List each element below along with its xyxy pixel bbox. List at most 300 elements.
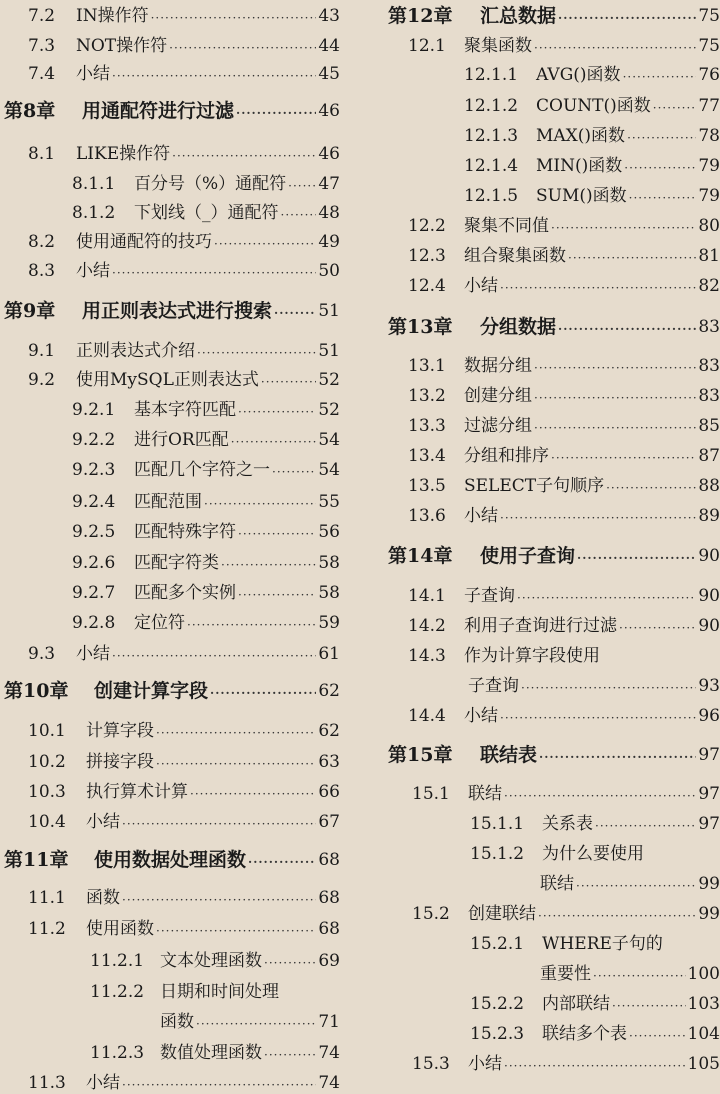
toc-page-number: 50	[318, 261, 340, 281]
toc-entry-title: 进行OR匹配	[134, 430, 229, 450]
dot-leader	[551, 449, 696, 467]
toc-entry-title: 小结	[464, 276, 498, 296]
toc-page-number: 93	[698, 676, 720, 696]
toc-entry-row	[0, 202, 340, 224]
toc-page-number: 52	[318, 400, 340, 420]
toc-entry-title: 小结	[76, 64, 110, 84]
toc-page-number: 51	[318, 301, 340, 321]
toc-entry-row	[380, 275, 720, 297]
toc-entry-title: LIKE操作符	[76, 144, 171, 164]
dot-leader	[517, 589, 696, 607]
dot-leader	[156, 922, 316, 940]
toc-entry-row	[380, 385, 720, 407]
toc-entry-title: 下划线（_）通配符	[134, 203, 279, 223]
dot-leader	[156, 755, 316, 773]
toc-entry-title: 函数	[160, 1012, 194, 1032]
toc-entry-row	[380, 475, 720, 497]
toc-entry-number: 15.1.1	[470, 814, 525, 834]
toc-entry-row	[0, 751, 340, 773]
toc-entry-title: 创建分组	[464, 386, 532, 406]
toc-page-number: 62	[318, 681, 340, 701]
toc-chapter-row	[0, 300, 340, 322]
toc-entry-number: 9.1	[28, 341, 56, 361]
toc-entry-title: 计算字段	[86, 721, 154, 741]
toc-entry-number: 7.2	[28, 6, 56, 26]
dot-leader	[568, 249, 696, 267]
dot-leader	[236, 104, 316, 122]
toc-entry-number: 12.2	[408, 216, 446, 236]
toc-entry-row	[0, 143, 340, 165]
dot-leader	[151, 9, 317, 27]
toc-entry-number: 9.3	[28, 644, 56, 664]
dot-leader	[196, 1015, 316, 1033]
toc-entry-title: 日期和时间处理	[160, 982, 279, 1002]
dot-leader	[238, 586, 316, 604]
toc-entry-title: 分组数据	[480, 316, 557, 338]
toc-entry-number: 13.2	[408, 386, 446, 406]
toc-entry-row	[0, 35, 340, 57]
dot-leader	[187, 616, 316, 634]
toc-page-number: 46	[318, 144, 340, 164]
dot-leader	[274, 304, 316, 322]
dot-leader	[169, 39, 316, 57]
dot-leader	[204, 495, 316, 513]
toc-entry-title: 为什么要使用	[542, 844, 644, 864]
toc-entry-title: 小结	[86, 1073, 120, 1093]
dot-leader	[653, 99, 697, 117]
toc-entry-title: IN操作符	[76, 6, 149, 26]
toc-entry-row	[0, 918, 340, 940]
toc-page-number: 83	[698, 317, 720, 337]
toc-entry-row	[380, 813, 720, 835]
toc-entry-row	[380, 645, 720, 667]
toc-chapter-row	[380, 545, 720, 567]
dot-leader	[606, 479, 696, 497]
toc-entry-number: 12.1.3	[464, 126, 519, 146]
toc-entry-title: 小结	[76, 644, 110, 664]
toc-chapter-row	[0, 680, 340, 702]
toc-entry-number: 8.3	[28, 261, 56, 281]
toc-page-number: 68	[318, 850, 340, 870]
toc-page-number: 97	[698, 745, 720, 765]
toc-entry-title: SUM()函数	[536, 186, 627, 206]
toc-page-number: 87	[698, 446, 720, 466]
toc-entry-row	[0, 781, 340, 803]
toc-entry-row	[380, 585, 720, 607]
toc-entry-title: MAX()函数	[536, 126, 626, 146]
toc-page-number: 79	[698, 156, 720, 176]
dot-leader	[172, 147, 316, 165]
dot-leader	[623, 68, 697, 86]
dot-leader	[248, 853, 316, 871]
dot-leader	[629, 1027, 686, 1045]
toc-page-number: 79	[698, 186, 720, 206]
toc-page-number: 54	[318, 460, 340, 480]
toc-page-number: 58	[318, 553, 340, 573]
toc-entry-title: 使用MySQL正则表达式	[76, 370, 259, 390]
toc-entry-title: 子查询	[464, 586, 515, 606]
toc-page-number: 75	[698, 36, 720, 56]
toc-entry-number: 13.4	[408, 446, 446, 466]
dot-leader	[539, 748, 696, 766]
toc-entry-number: 10.2	[28, 752, 66, 772]
toc-entry-row	[0, 643, 340, 665]
toc-entry-row	[380, 705, 720, 727]
dot-leader	[624, 159, 696, 177]
toc-entry-number: 13.1	[408, 356, 446, 376]
toc-entry-row	[380, 843, 720, 865]
toc-entry-title: 创建计算字段	[94, 680, 209, 702]
toc-page-number: 90	[698, 546, 720, 566]
toc-page-number: 97	[698, 814, 720, 834]
toc-page-number: 90	[698, 586, 720, 606]
toc-entry-number: 11.2.3	[90, 1043, 145, 1063]
toc-entry-row	[380, 155, 720, 177]
toc-entry-number: 第15章	[388, 744, 453, 766]
dot-leader	[197, 344, 316, 362]
dot-leader	[504, 1057, 686, 1075]
dot-leader	[190, 785, 316, 803]
dot-leader	[261, 373, 316, 391]
toc-entry-row	[0, 950, 340, 972]
toc-entry-number: 10.3	[28, 782, 66, 802]
toc-entry-title: 用正则表达式进行搜索	[82, 300, 273, 322]
dot-leader	[210, 684, 316, 702]
toc-page-number: 105	[687, 1054, 720, 1074]
toc-entry-number: 12.1	[408, 36, 446, 56]
dot-leader	[112, 264, 316, 282]
toc-entry-title: SELECT子句顺序	[464, 476, 605, 496]
toc-page-number: 104	[687, 1024, 720, 1044]
toc-entry-row	[0, 63, 340, 85]
toc-page-number: 47	[318, 174, 340, 194]
toc-entry-title: 使用数据处理函数	[94, 849, 247, 871]
toc-entry-number: 9.2	[28, 370, 56, 390]
toc-entry-title: 执行算术计算	[86, 782, 188, 802]
dot-leader	[500, 279, 696, 297]
dot-leader	[577, 549, 696, 567]
toc-entry-number: 12.4	[408, 276, 446, 296]
toc-entry-title: 分组和排序	[464, 446, 549, 466]
toc-page-number: 48	[318, 203, 340, 223]
dot-leader	[214, 235, 316, 253]
toc-page-number: 54	[318, 430, 340, 450]
dot-leader	[281, 206, 317, 224]
dot-leader	[629, 189, 697, 207]
toc-entry-number: 第12章	[388, 5, 453, 27]
toc-page-number: 59	[318, 613, 340, 633]
toc-entry-number: 9.2.2	[72, 430, 116, 450]
toc-entry-row	[380, 355, 720, 377]
toc-entry-row	[0, 720, 340, 742]
toc-entry-number: 第13章	[388, 316, 453, 338]
toc-entry-title: 聚集函数	[464, 36, 532, 56]
toc-chapter-row	[380, 5, 720, 27]
toc-entry-number: 8.1.1	[72, 174, 116, 194]
toc-entry-number: 12.3	[408, 246, 446, 266]
dot-leader	[534, 39, 696, 57]
toc-entry-row	[0, 399, 340, 421]
toc-page-number: 76	[698, 65, 720, 85]
toc-entry-number: 10.1	[28, 721, 66, 741]
toc-entry-title: 数值处理函数	[160, 1043, 262, 1063]
toc-entry-row	[0, 459, 340, 481]
dot-leader	[534, 359, 696, 377]
toc-entry-title: 内部联结	[542, 994, 610, 1014]
toc-entry-number: 15.2	[412, 904, 450, 924]
dot-leader	[558, 9, 696, 27]
toc-entry-number: 12.1.5	[464, 186, 519, 206]
toc-entry-title: AVG()函数	[536, 65, 621, 85]
toc-entry-number: 10.4	[28, 812, 66, 832]
toc-entry-title: 汇总数据	[480, 5, 557, 27]
toc-entry-row	[0, 981, 340, 1003]
toc-entry-row	[0, 521, 340, 543]
dot-leader	[500, 709, 696, 727]
toc-entry-title: 联结	[468, 784, 502, 804]
toc-entry-number: 11.1	[28, 888, 66, 908]
toc-entry-number: 11.2.2	[90, 982, 145, 1002]
toc-entry-number: 第11章	[4, 849, 69, 871]
toc-entry-number: 14.3	[408, 646, 446, 666]
toc-page-number: 56	[318, 522, 340, 542]
dot-leader	[238, 403, 316, 421]
toc-entry-row	[0, 552, 340, 574]
toc-entry-row	[380, 615, 720, 637]
toc-entry-title: NOT操作符	[76, 36, 168, 56]
toc-entry-title: 使用函数	[86, 919, 154, 939]
toc-entry-title: 重要性	[540, 964, 591, 984]
dot-leader	[627, 129, 696, 147]
dot-leader	[500, 509, 696, 527]
toc-entry-row	[0, 173, 340, 195]
toc-entry-title: WHERE子句的	[542, 934, 663, 954]
toc-entry-title: 小结	[86, 812, 120, 832]
toc-entry-row	[380, 125, 720, 147]
toc-entry-number: 13.3	[408, 416, 446, 436]
toc-entry-row	[0, 1072, 340, 1094]
toc-entry-number: 15.2.3	[470, 1024, 525, 1044]
toc-entry-title: 基本字符匹配	[134, 400, 236, 420]
toc-entry-title: 匹配字符类	[134, 553, 219, 573]
toc-entry-number: 15.2.2	[470, 994, 525, 1014]
toc-entry-number: 9.2.4	[72, 492, 116, 512]
toc-page-number: 74	[318, 1073, 340, 1093]
toc-entry-number: 15.1.2	[470, 844, 525, 864]
toc-entry-title: 联结	[540, 874, 574, 894]
dot-leader	[231, 433, 317, 451]
toc-entry-number: 9.2.5	[72, 522, 116, 542]
toc-page-number: 81	[698, 246, 720, 266]
toc-entry-number: 12.1.1	[464, 65, 519, 85]
dot-leader	[272, 463, 316, 481]
toc-entry-row	[0, 231, 340, 253]
toc-page-number: 69	[318, 951, 340, 971]
toc-page-number: 77	[698, 96, 720, 116]
toc-entry-number: 12.1.4	[464, 156, 519, 176]
toc-entry-number: 第10章	[4, 680, 69, 702]
dot-leader	[534, 419, 696, 437]
toc-entry-row	[380, 963, 720, 985]
toc-page-number: 100	[687, 964, 720, 984]
toc-entry-title: 创建联结	[468, 904, 536, 924]
toc-entry-title: 小结	[468, 1054, 502, 1074]
toc-entry-number: 第14章	[388, 545, 453, 567]
toc-entry-row	[380, 675, 720, 697]
toc-entry-title: MIN()函数	[536, 156, 623, 176]
toc-entry-row	[0, 260, 340, 282]
toc-entry-number: 15.2.1	[470, 934, 525, 954]
toc-entry-title: 子查询	[468, 676, 519, 696]
toc-entry-row	[380, 505, 720, 527]
toc-page-number: 88	[698, 476, 720, 496]
toc-entry-title: 小结	[76, 261, 110, 281]
toc-entry-title: 匹配特殊字符	[134, 522, 236, 542]
toc-page-number: 99	[698, 874, 720, 894]
toc-entry-title: 联结表	[480, 744, 538, 766]
toc-page-number: 43	[318, 6, 340, 26]
toc-page-number: 62	[318, 721, 340, 741]
toc-entry-row	[380, 185, 720, 207]
toc-entry-row	[380, 933, 720, 955]
toc-entry-title: 正则表达式介绍	[76, 341, 195, 361]
toc-entry-row	[0, 369, 340, 391]
toc-entry-title: 关系表	[542, 814, 593, 834]
toc-page-number: 51	[318, 341, 340, 361]
dot-leader	[288, 177, 316, 195]
toc-entry-number: 15.1	[412, 784, 450, 804]
toc-entry-row	[0, 1011, 340, 1033]
toc-entry-row	[0, 887, 340, 909]
dot-leader	[122, 1076, 316, 1094]
toc-entry-title: 小结	[464, 706, 498, 726]
toc-entry-title: 百分号（%）通配符	[134, 174, 287, 194]
dot-leader	[612, 997, 686, 1015]
toc-entry-row	[0, 491, 340, 513]
toc-page-number: 99	[698, 904, 720, 924]
toc-entry-title: 定位符	[134, 613, 185, 633]
dot-leader	[558, 320, 696, 338]
dot-leader	[595, 817, 696, 835]
dot-leader	[534, 389, 696, 407]
toc-entry-row	[380, 445, 720, 467]
toc-page-number: 52	[318, 370, 340, 390]
toc-page-number: 71	[318, 1012, 340, 1032]
toc-entry-row	[380, 35, 720, 57]
toc-entry-row	[380, 1053, 720, 1075]
toc-page-number: 61	[318, 644, 340, 664]
toc-entry-row	[380, 64, 720, 86]
toc-page-number: 103	[687, 994, 720, 1014]
toc-entry-number: 7.3	[28, 36, 56, 56]
toc-entry-row	[380, 873, 720, 895]
toc-entry-number: 7.4	[28, 64, 56, 84]
toc-entry-number: 9.2.6	[72, 553, 116, 573]
dot-leader	[538, 907, 696, 925]
toc-page-number: 68	[318, 919, 340, 939]
toc-page-number: 90	[698, 616, 720, 636]
dot-leader	[593, 967, 686, 985]
toc-page-number: 83	[698, 356, 720, 376]
toc-entry-title: 作为计算字段使用	[464, 646, 600, 666]
toc-entry-row	[0, 612, 340, 634]
toc-page-number: 82	[698, 276, 720, 296]
toc-entry-number: 第8章	[4, 100, 56, 122]
dot-leader	[238, 525, 316, 543]
toc-entry-number: 11.2.1	[90, 951, 145, 971]
toc-entry-title: 函数	[86, 888, 120, 908]
toc-page-number: 80	[698, 216, 720, 236]
dot-leader	[156, 724, 316, 742]
toc-entry-row	[380, 95, 720, 117]
toc-entry-title: 拼接字段	[86, 752, 154, 772]
toc-page-number: 83	[698, 386, 720, 406]
toc-page-number: 46	[318, 101, 340, 121]
toc-chapter-row	[380, 316, 720, 338]
toc-entry-row	[0, 582, 340, 604]
toc-entry-number: 13.6	[408, 506, 446, 526]
toc-page-number: 74	[318, 1043, 340, 1063]
toc-page-number: 63	[318, 752, 340, 772]
toc-entry-number: 8.2	[28, 232, 56, 252]
toc-entry-row	[0, 5, 340, 27]
dot-leader	[576, 877, 696, 895]
toc-entry-row	[380, 783, 720, 805]
toc-entry-row	[380, 415, 720, 437]
toc-entry-title: 数据分组	[464, 356, 532, 376]
toc-entry-number: 11.3	[28, 1073, 66, 1093]
toc-entry-number: 9.2.8	[72, 613, 116, 633]
toc-entry-row	[380, 903, 720, 925]
toc-entry-title: 文本处理函数	[160, 951, 262, 971]
toc-chapter-row	[0, 849, 340, 871]
toc-entry-number: 13.5	[408, 476, 446, 496]
dot-leader	[122, 891, 316, 909]
toc-entry-number: 9.2.7	[72, 583, 116, 603]
toc-page-number: 44	[318, 36, 340, 56]
toc-page-number: 55	[318, 492, 340, 512]
dot-leader	[122, 815, 316, 833]
toc-entry-title: 使用通配符的技巧	[76, 232, 212, 252]
toc-page-number: 68	[318, 888, 340, 908]
toc-page-number: 85	[698, 416, 720, 436]
toc-page-number: 78	[698, 126, 720, 146]
toc-entry-title: 利用子查询进行过滤	[464, 616, 617, 636]
toc-entry-row	[0, 811, 340, 833]
toc-page-number: 67	[318, 812, 340, 832]
toc-entry-number: 8.1.2	[72, 203, 116, 223]
toc-entry-number: 15.3	[412, 1054, 450, 1074]
toc-entry-number: 8.1	[28, 144, 56, 164]
toc-entry-row	[380, 215, 720, 237]
toc-entry-row	[0, 1042, 340, 1064]
toc-entry-title: 联结多个表	[542, 1024, 627, 1044]
dot-leader	[551, 219, 696, 237]
dot-leader	[112, 647, 316, 665]
toc-entry-number: 9.2.1	[72, 400, 116, 420]
toc-entry-title: COUNT()函数	[536, 96, 651, 116]
toc-entry-number: 14.4	[408, 706, 446, 726]
toc-page-number: 97	[698, 784, 720, 804]
toc-entry-title: 小结	[464, 506, 498, 526]
toc-page-number: 89	[698, 506, 720, 526]
toc-entry-title: 组合聚集函数	[464, 246, 566, 266]
toc-entry-title: 用通配符进行过滤	[82, 100, 235, 122]
toc-entry-number: 9.2.3	[72, 460, 116, 480]
toc-entry-title: 聚集不同值	[464, 216, 549, 236]
toc-page-number: 75	[698, 6, 720, 26]
dot-leader	[504, 787, 696, 805]
